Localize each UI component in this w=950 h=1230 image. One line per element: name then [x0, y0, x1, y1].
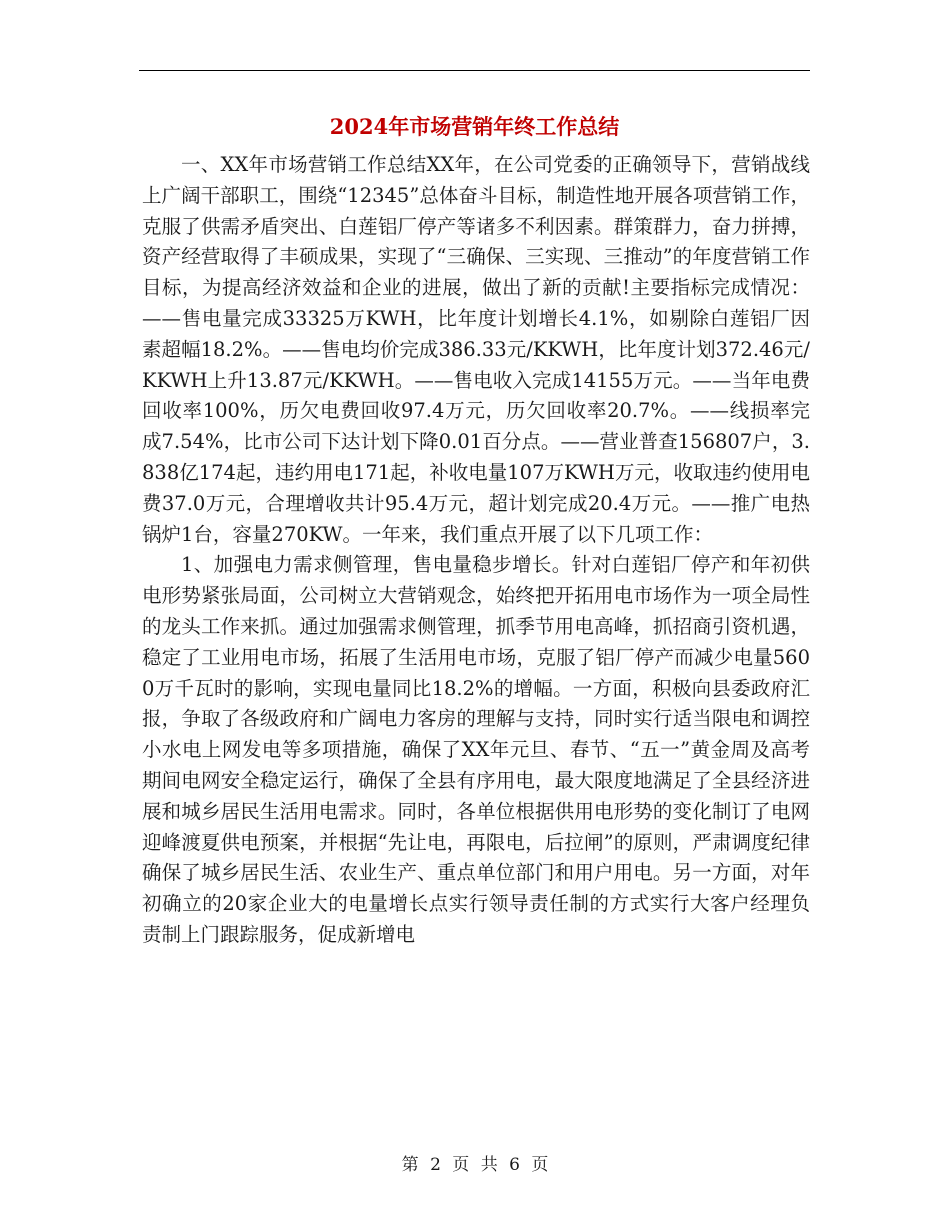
- page-number-footer: 第 2 页 共 6 页: [401, 1155, 549, 1175]
- header-rule: [139, 70, 810, 71]
- paragraph-demand-management: 1、加强电力需求侧管理，售电量稳步增长。针对白莲铝厂停产和年初供电形势紧张局面，公司树立大营销观念，始终把开拓用电市场作为一项全局性的龙头工作来抓。通过加强需求侧管理，抓季节用电高峰，抓招商引资机遇，稳定了工业用电市场，拓展了生活用电市场，克服了铝厂停产而减少电量5600万千瓦时的影响，实现电量同比18.2%的增幅。一方面，积极向县委政府汇报，争取了各级政府和广阔电力客房的理解与支持，同时实行适当限电和调控小水电上网发电等多项措施，确保了XX年元旦、春节、“五一”黄金周及高考期间电网安全稳定运行，确保了全县有序用电，最大限度地满足了全县经济进展和城乡居民生活用电需求。同时，各单位根据供用电形势的变化制订了电网迎峰渡夏供电预案，并根据“先让电，再限电，后拉闸”的原则，严肃调度纪律确保了城乡居民生活、农业生产、重点单位部门和用户用电。另一方面，对年初确立的20家企业大的电量增长点实行领导责任制的方式实行大客户经理负责制上门跟踪服务，促成新增电: [142, 553, 810, 946]
- document-title: 2024年市场营销年终工作总结: [329, 114, 620, 139]
- document-body: [142, 150, 810, 951]
- paragraph-summary: 一、XX年市场营销工作总结XX年，在公司党委的正确领导下，营销战线上广阔干部职工，围绕“12345”总体奋斗目标，制造性地开展各项营销工作，克服了供需矛盾突出、白莲铝厂停产等诸多不利因素。群策群力，奋力拼搏，资产经营取得了丰硕成果，实现了“三确保、三实现、三推动”的年度营销工作目标，为提高经济效益和企业的进展，做出了新的贡献!主要指标完成情况：——售电量完成33325万KWH，比年度计划增长4.1%，如剔除白莲铝厂因素超幅18.2%。——售电均价完成386.33元/KKWH，比年度计划372.46元/KKWH上升13.87元/KKWH。——售电收入完成14155万元。——当年电费回收率100%，历欠电费回收97.4万元，历欠回收率20.7%。——线损率完成7.54%，比市公司下达计划下降0.01百分点。——营业普查156807户，3.838亿174起，违约用电171起，补收电量107万KWH万元，收取违约使用电费37.0万元，合理增收共计95.4万元，超计划完成20.4万元。——推广电热锅炉1台，容量270KW。一年来，我们重点开展了以下几项工作：: [142, 153, 810, 546]
